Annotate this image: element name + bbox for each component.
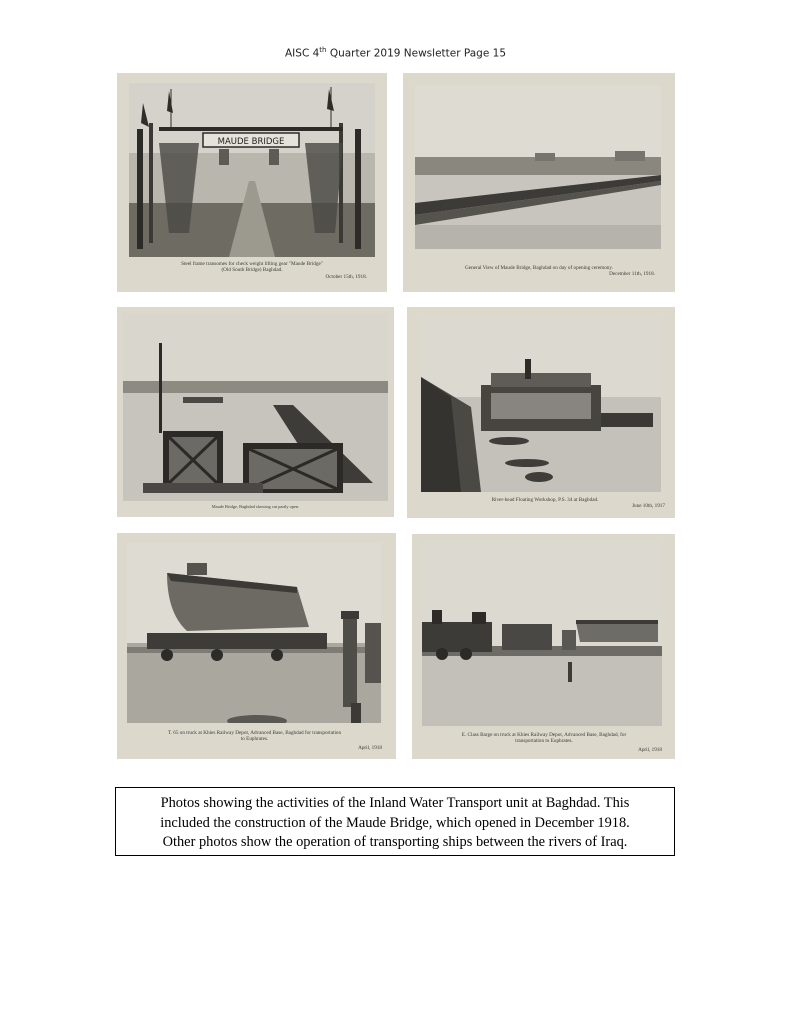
- photo-maude-bridge-opening: [415, 85, 661, 249]
- caption-line: Maude Bridge, Baghdad showing cut partly open.: [211, 504, 300, 509]
- caption-date: June 10th, 1917: [632, 503, 665, 509]
- caption-line: transportation to Euphrates.: [515, 738, 573, 745]
- header-prefix: AISC 4: [285, 47, 320, 60]
- photo-caption: [127, 504, 384, 514]
- photos-description-box: [115, 787, 675, 856]
- description-line: included the construction of the Maude Bridge, which opened in December 1918.: [160, 814, 630, 831]
- photo-caption: [426, 732, 662, 756]
- caption-line: E. Class Barge on truck at Khies Railway Depot, Advanced Base, Baghdad, for: [461, 732, 627, 738]
- caption-date: April, 1918: [358, 745, 382, 751]
- page-header: [0, 46, 791, 60]
- photo-plate-maude-bridge-opening: [403, 73, 675, 292]
- photo-e-class-barge: [422, 542, 662, 726]
- caption-line: T. 65 on truck at Khies Railway Depot, Advanced Base, Baghdad for transportation: [167, 730, 342, 736]
- photo-floating-workshop: [421, 317, 661, 492]
- caption-date: December 11th, 1918.: [609, 271, 655, 277]
- header-superscript: th: [319, 46, 327, 54]
- photo-caption: [127, 730, 382, 754]
- caption-date: April, 1918: [638, 747, 662, 753]
- photo-caption: [137, 261, 367, 287]
- caption-line: General View of Maude Bridge, Baghdad on day of opening ceremony.: [465, 265, 613, 271]
- photo-maude-bridge-transomes: [129, 83, 375, 257]
- photo-t65-on-truck: [127, 543, 381, 723]
- caption-date: October 15th, 1918.: [325, 274, 367, 280]
- photo-plate-e-class-barge: [412, 534, 675, 759]
- photo-caption: [423, 265, 655, 287]
- bridge-sign-text: MAUDE BRIDGE: [217, 137, 285, 147]
- photo-maude-bridge-cut: [123, 313, 388, 501]
- description-line: Other photos show the operation of transporting ships between the rivers of Iraq.: [162, 834, 628, 850]
- photo-plate-maude-bridge-cut: [117, 307, 394, 517]
- photo-caption: [425, 497, 665, 513]
- caption-line: Steel frame transomes for check weight lifting gear "Maude Bridge": [181, 261, 323, 267]
- photo-plate-maude-bridge-transomes: [117, 73, 387, 292]
- caption-line: River-head Floating Workshop, P.S. 34 at Baghdad.: [491, 497, 599, 503]
- photo-plate-t65-on-truck: [117, 533, 396, 759]
- photo-plate-floating-workshop: [407, 307, 675, 518]
- description-line: Photos showing the activities of the Inland Water Transport unit at Baghdad. This: [160, 795, 630, 811]
- header-suffix: Quarter 2019 Newsletter Page 15: [326, 47, 506, 60]
- caption-line: to Euphrates.: [240, 736, 269, 743]
- caption-line: (Old South Bridge) Baghdad.: [221, 267, 283, 274]
